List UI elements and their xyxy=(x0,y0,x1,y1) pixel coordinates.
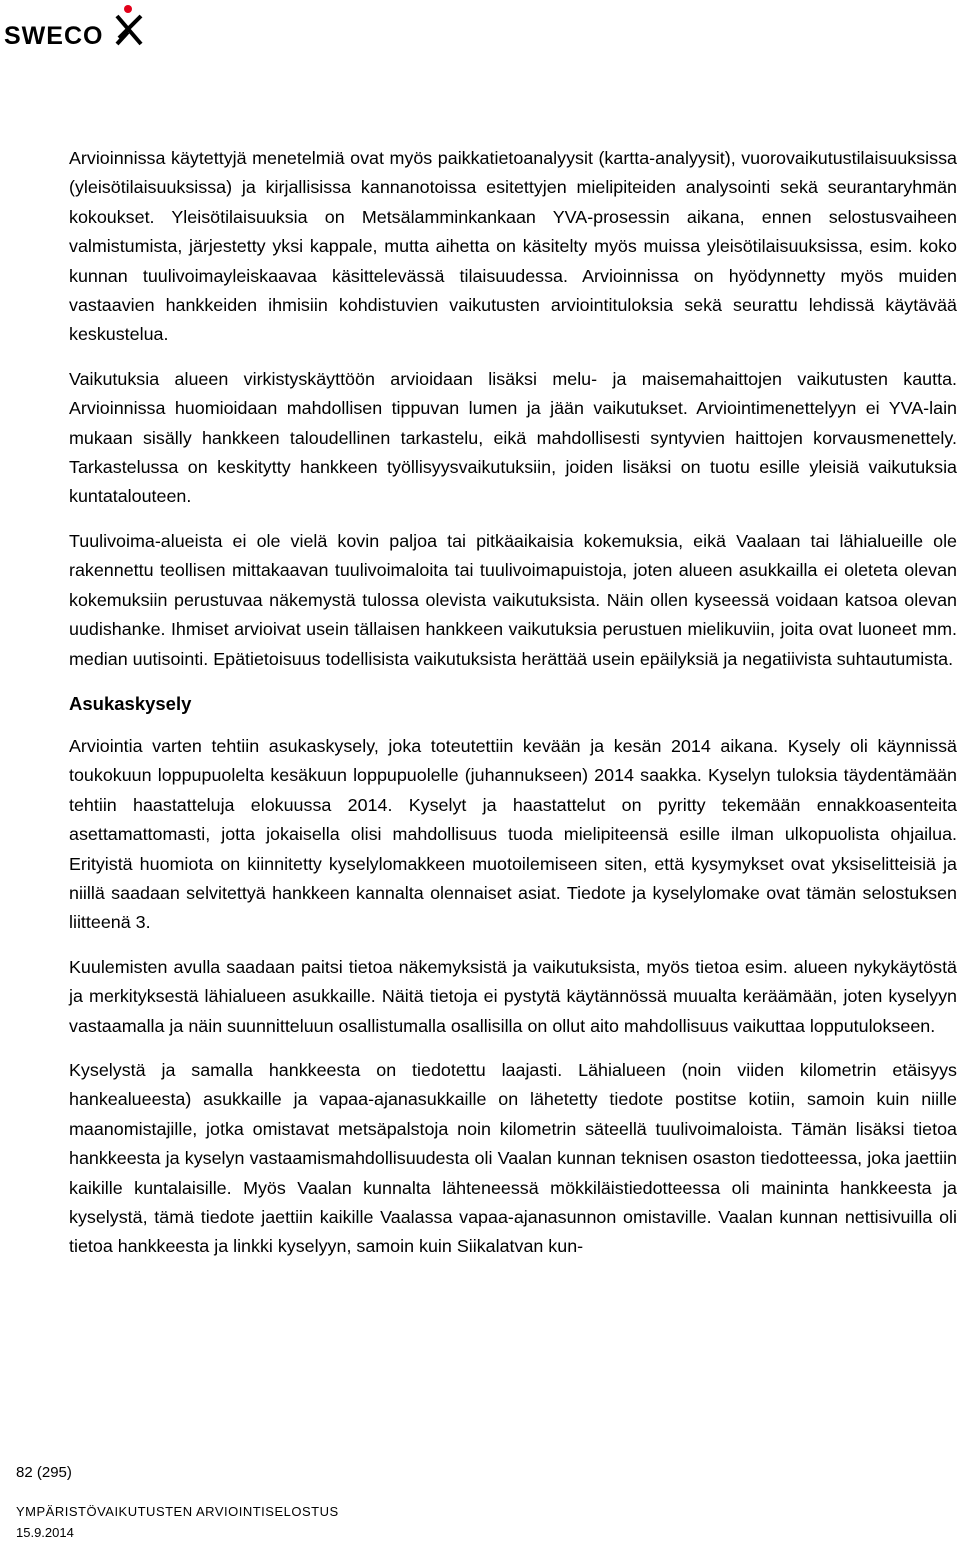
paragraph-survey: Arviointia varten tehtiin asukaskysely, joka toteutettiin kevään ja kesän 2014 aikana. Kysely oli käynnissä toukokuun loppupuolelta kesäkuun loppupuolelle (juhannukseen) 2014 saakka. Kyselyn tuloksia täydentämään tehtiin haastatteluja elokuussa 2014. Kyselyt ja haastattelut on pyritty tekemään ennakkoasenteita asettamattomasti, jotta jokaisella olisi mahdollisuus tuoda mielipiteensä esille ilman ulkopuolista ohjailua. Erityistä huomiota on kiinnitetty kyselylomakkeen muotoilemiseen siten, että kysymykset ovat yksiselitteisiä ja niillä saadaan selvitettyä hankkeen kannalta olennaiset asiat. Tiedote ja kyselylomake ovat tämän selostuksen liitteenä 3. xyxy=(69,735,957,933)
sweco-person-icon xyxy=(114,4,144,46)
footer-date: 15.9.2014 xyxy=(16,1525,74,1540)
page-number: 82 (295) xyxy=(16,1464,72,1481)
paragraph-communication: Kyselystä ja samalla hankkeesta on tiedotettu laajasti. Lähialueen (noin viiden kilometrin etäisyys hankealueesta) asukkaille ja vapaa-ajanasukkaille on lähetetty tiedote postitse kotiin, samoin kuin niille maanomistajille, jotka omistavat metsäpalstoja noin kilometrin säteellä tuulivoimaloista. Tämän lisäksi tietoa hankkeesta ja kyselyn vastaamismahdollisuudesta oli Vaalan kunnan teknisen osaston tiedotteessa, joka jaettiin kaikille kuntalaisille. Myös Vaalan kunnalta lähteneessä mökkiläistiedotteessa oli maininta hankkeesta ja kyselystä, tämä tiedote jaettiin kaikille Vaalassa vapaa-ajanasunnon omistaville. Vaalan kunnan nettisivuilla oli tietoa hankkeesta ja linkki kyselyyn, samoin kuin Siikalatvan kun- xyxy=(69,1059,957,1257)
paragraph-methods: Arvioinnissa käytettyjä menetelmiä ovat myös paikkatietoanalyysit (kartta-analyysit), vuorovaikutustilaisuuksissa (yleisötilaisuuksissa) ja kirjallisissa kannanotoissa esitettyjen mielipiteiden analysointi sekä seurantaryhmän kokoukset. Yleisötilaisuuksia on Metsälamminkankaan YVA-prosessin aikana, ennen selostusvaiheen valmistumista, järjestetty yksi kappale, mutta aihetta on käsitelty myös muissa yleisötilaisuuksissa, esim. koko kunnan tuulivoimayleiskaavaa käsittelevässä tilaisuudessa. Arvioinnissa on hyödynnetty myös muiden vastaavien hankkeiden ihmisiin kohdistuvien vaikutusten arviointituloksia sekä seurattu lehdissä käytävää keskustelua. xyxy=(69,148,957,345)
footer-document-title: YMPÄRISTÖVAIKUTUSTEN ARVIOINTISELOSTUS xyxy=(16,1504,339,1519)
section-heading-asukaskysely: Asukaskysely xyxy=(69,692,192,714)
logo-text: SWECO xyxy=(4,22,104,50)
paragraph-wind-experience: Tuulivoima-alueista ei ole vielä kovin paljoa tai pitkäaikaisia kokemuksia, eikä Vaalaan tai lähialueille ole rakennettu teollisen mittakaavan tuulivoimaloita tai tuulivoimapuistoja, joten alueen asukkailla ei oleteta olevan kokemuksiin perustuvaa näkemystä tulossa olevista vaikutuksista. Näin ollen kyseessä voidaan katsoa olevan uudishanke. Ihmiset arvioivat usein tällaisen hankkeen vaikutuksia perustuen mielikuviin, joita ovat luoneet mm. median uutisointi. Epätietoisuus todellisista vaikutuksista herättää usein epäilyksiä ja negatiivista suhtautumista. xyxy=(69,530,957,669)
sweco-logo xyxy=(4,4,144,50)
document-body xyxy=(69,144,957,1277)
paragraph-hearing: Kuulemisten avulla saadaan paitsi tietoa näkemyksistä ja vaikutuksista, myös tietoa esim. alueen nykykäytöstä ja merkityksestä lähialueen asukkaille. Näitä tietoja ei pystytä käytännössä muualta keräämään, joten kyselyyn vastaamalla ja näin suunnitteluun osallistumalla osallisilla on ollut aito mahdollisuus vaikuttaa lopputulokseen. xyxy=(69,956,957,1036)
paragraph-recreation: Vaikutuksia alueen virkistyskäyttöön arvioidaan lisäksi melu- ja maisemahaittojen vaikutusten kautta. Arvioinnissa huomioidaan mahdollisen tippuvan lumen ja jään vaikutukset. Arviointimenettelyyn ei YVA-lain mukaan sisälly hankkeen taloudellinen tarkastelu, eikä mahdollisesti syntyvien haittojen korvausmenettely. Tarkastelussa on keskitytty hankkeen työllisyysvaikutuksiin, joiden lisäksi on tuotu esille yleisiä vaikutuksia kuntatalouteen. xyxy=(69,368,957,507)
